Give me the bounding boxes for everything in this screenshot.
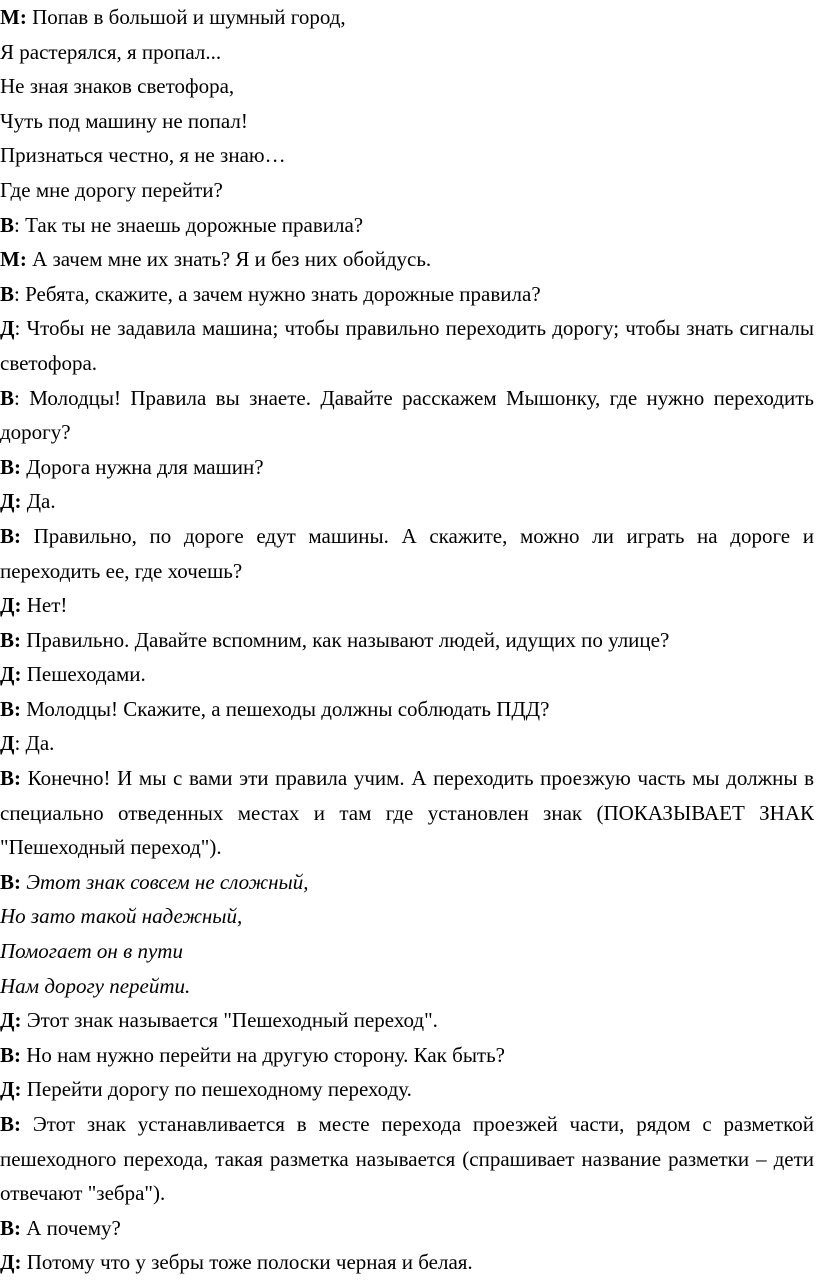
line-text: : Ребята, скажите, а зачем нужно знать дорожные правила? [14, 281, 541, 306]
line-text: Да. [21, 489, 56, 514]
line-text: Перейти дорогу по пешеходному переходу. [21, 1077, 412, 1102]
dialogue-line [0, 208, 814, 243]
speaker-label: В: [0, 696, 21, 721]
speaker-label: В [0, 385, 15, 410]
dialogue-line [0, 311, 814, 380]
dialogue-line [0, 277, 814, 312]
speaker-label: Д: [0, 1077, 22, 1102]
line-text: Этот знак устанавливается в месте перехода проезжей части, рядом с разметкой пешеходного перехода, такая разметка называется (спрашивает название разметки – дети отвечают "зебра"). [0, 1112, 814, 1206]
dialogue-line [0, 761, 814, 865]
speaker-label: В: [0, 523, 21, 548]
poem-text: Но зато такой надежный, [0, 904, 243, 929]
speaker-label: Д [0, 731, 15, 756]
dialogue-line [0, 69, 814, 104]
speaker-label: В [0, 212, 15, 237]
line-text: Признаться честно, я не знаю… [0, 143, 286, 168]
speaker-label: М: [0, 5, 27, 29]
poem-text: Помогает он в пути [0, 939, 183, 964]
dialogue-line [0, 381, 814, 450]
speaker-label: Д: [0, 1250, 22, 1275]
dialogue-line [0, 1072, 814, 1107]
speaker-label: В: [0, 627, 21, 652]
line-text: Попав в большой и шумный город, [26, 5, 346, 29]
line-text: Этот знак называется "Пешеходный переход". [21, 1008, 438, 1033]
line-text: Чуть под машину не попал! [0, 108, 248, 133]
line-text: Но нам нужно перейти на другую сторону. Как быть? [21, 1042, 506, 1067]
dialogue-line [0, 450, 814, 485]
line-text: Я растерялся, я пропал... [0, 39, 222, 64]
dialogue-line [0, 969, 814, 1004]
dialogue-line [0, 588, 814, 623]
dialogue-line [0, 934, 814, 969]
dialogue-line [0, 657, 814, 692]
line-text: Потому что у зебры тоже полоски черная и белая. [21, 1250, 473, 1275]
line-text: Дорога нужна для машин? [21, 454, 264, 479]
line-text: Не зная знаков светофора, [0, 74, 235, 99]
speaker-label: М: [0, 247, 27, 272]
speaker-label: Д: [0, 489, 22, 514]
dialogue-line [0, 692, 814, 727]
speaker-label: В: [0, 766, 21, 791]
dialogue-line [0, 1038, 814, 1073]
line-text: : Молодцы! Правила вы знаете. Давайте расскажем Мышонку, где нужно переходить дорогу? [0, 385, 814, 445]
dialogue-line [0, 726, 814, 761]
line-text: Молодцы! Скажите, а пешеходы должны соблюдать ПДД? [21, 696, 550, 721]
line-text: Правильно, по дороге едут машины. А скажите, можно ли играть на дороге и переходить ее, где хочешь? [0, 523, 814, 583]
speaker-label: В: [0, 1042, 21, 1067]
dialogue-line [0, 104, 814, 139]
dialogue-line [0, 1003, 814, 1038]
line-text: : Чтобы не задавила машина; чтобы правильно переходить дорогу; чтобы знать сигналы светофора. [0, 316, 814, 375]
dialogue-line [0, 623, 814, 658]
line-text: : Так ты не знаешь дорожные правила? [14, 212, 364, 237]
dialogue-line [0, 899, 814, 934]
poem-text: Этот знак совсем не сложный, [21, 869, 309, 894]
dialogue-line [0, 484, 814, 519]
dialogue-line [0, 0, 814, 35]
line-text: Где мне дорогу перейти? [0, 177, 223, 202]
speaker-label: Д [0, 316, 15, 341]
dialogue-line [0, 173, 814, 208]
line-text: : Да. [14, 731, 55, 756]
speaker-label: Д: [0, 662, 22, 687]
dialogue-line [0, 35, 814, 70]
line-text: А зачем мне их знать? Я и без них обойдусь. [26, 247, 432, 272]
dialogue-line [0, 138, 814, 173]
speaker-label: В: [0, 869, 21, 894]
speaker-label: Д: [0, 593, 22, 618]
speaker-label: В: [0, 1215, 21, 1240]
dialogue-line [0, 865, 814, 900]
poem-text: Нам дорогу перейти. [0, 973, 191, 998]
line-text: А почему? [21, 1215, 121, 1240]
dialogue-line [0, 519, 814, 588]
speaker-label: В: [0, 454, 21, 479]
dialogue-line [0, 1211, 814, 1246]
dialogue-line [0, 1245, 814, 1280]
dialogue-line [0, 242, 814, 277]
speaker-label: В: [0, 1112, 21, 1136]
line-text: Конечно! И мы с вами эти правила учим. А переходить проезжую часть мы должны в специально отведенных местах и там где установлен знак (ПОКАЗЫВАЕТ ЗНАК "Пешеходный переход"). [0, 766, 814, 860]
dialogue-line [0, 1107, 814, 1211]
line-text: Правильно. Давайте вспомним, как называют людей, идущих по улице? [21, 627, 670, 652]
speaker-label: В [0, 281, 15, 306]
speaker-label: Д: [0, 1008, 22, 1033]
line-text: Пешеходами. [21, 662, 146, 687]
line-text: Нет! [21, 593, 68, 618]
